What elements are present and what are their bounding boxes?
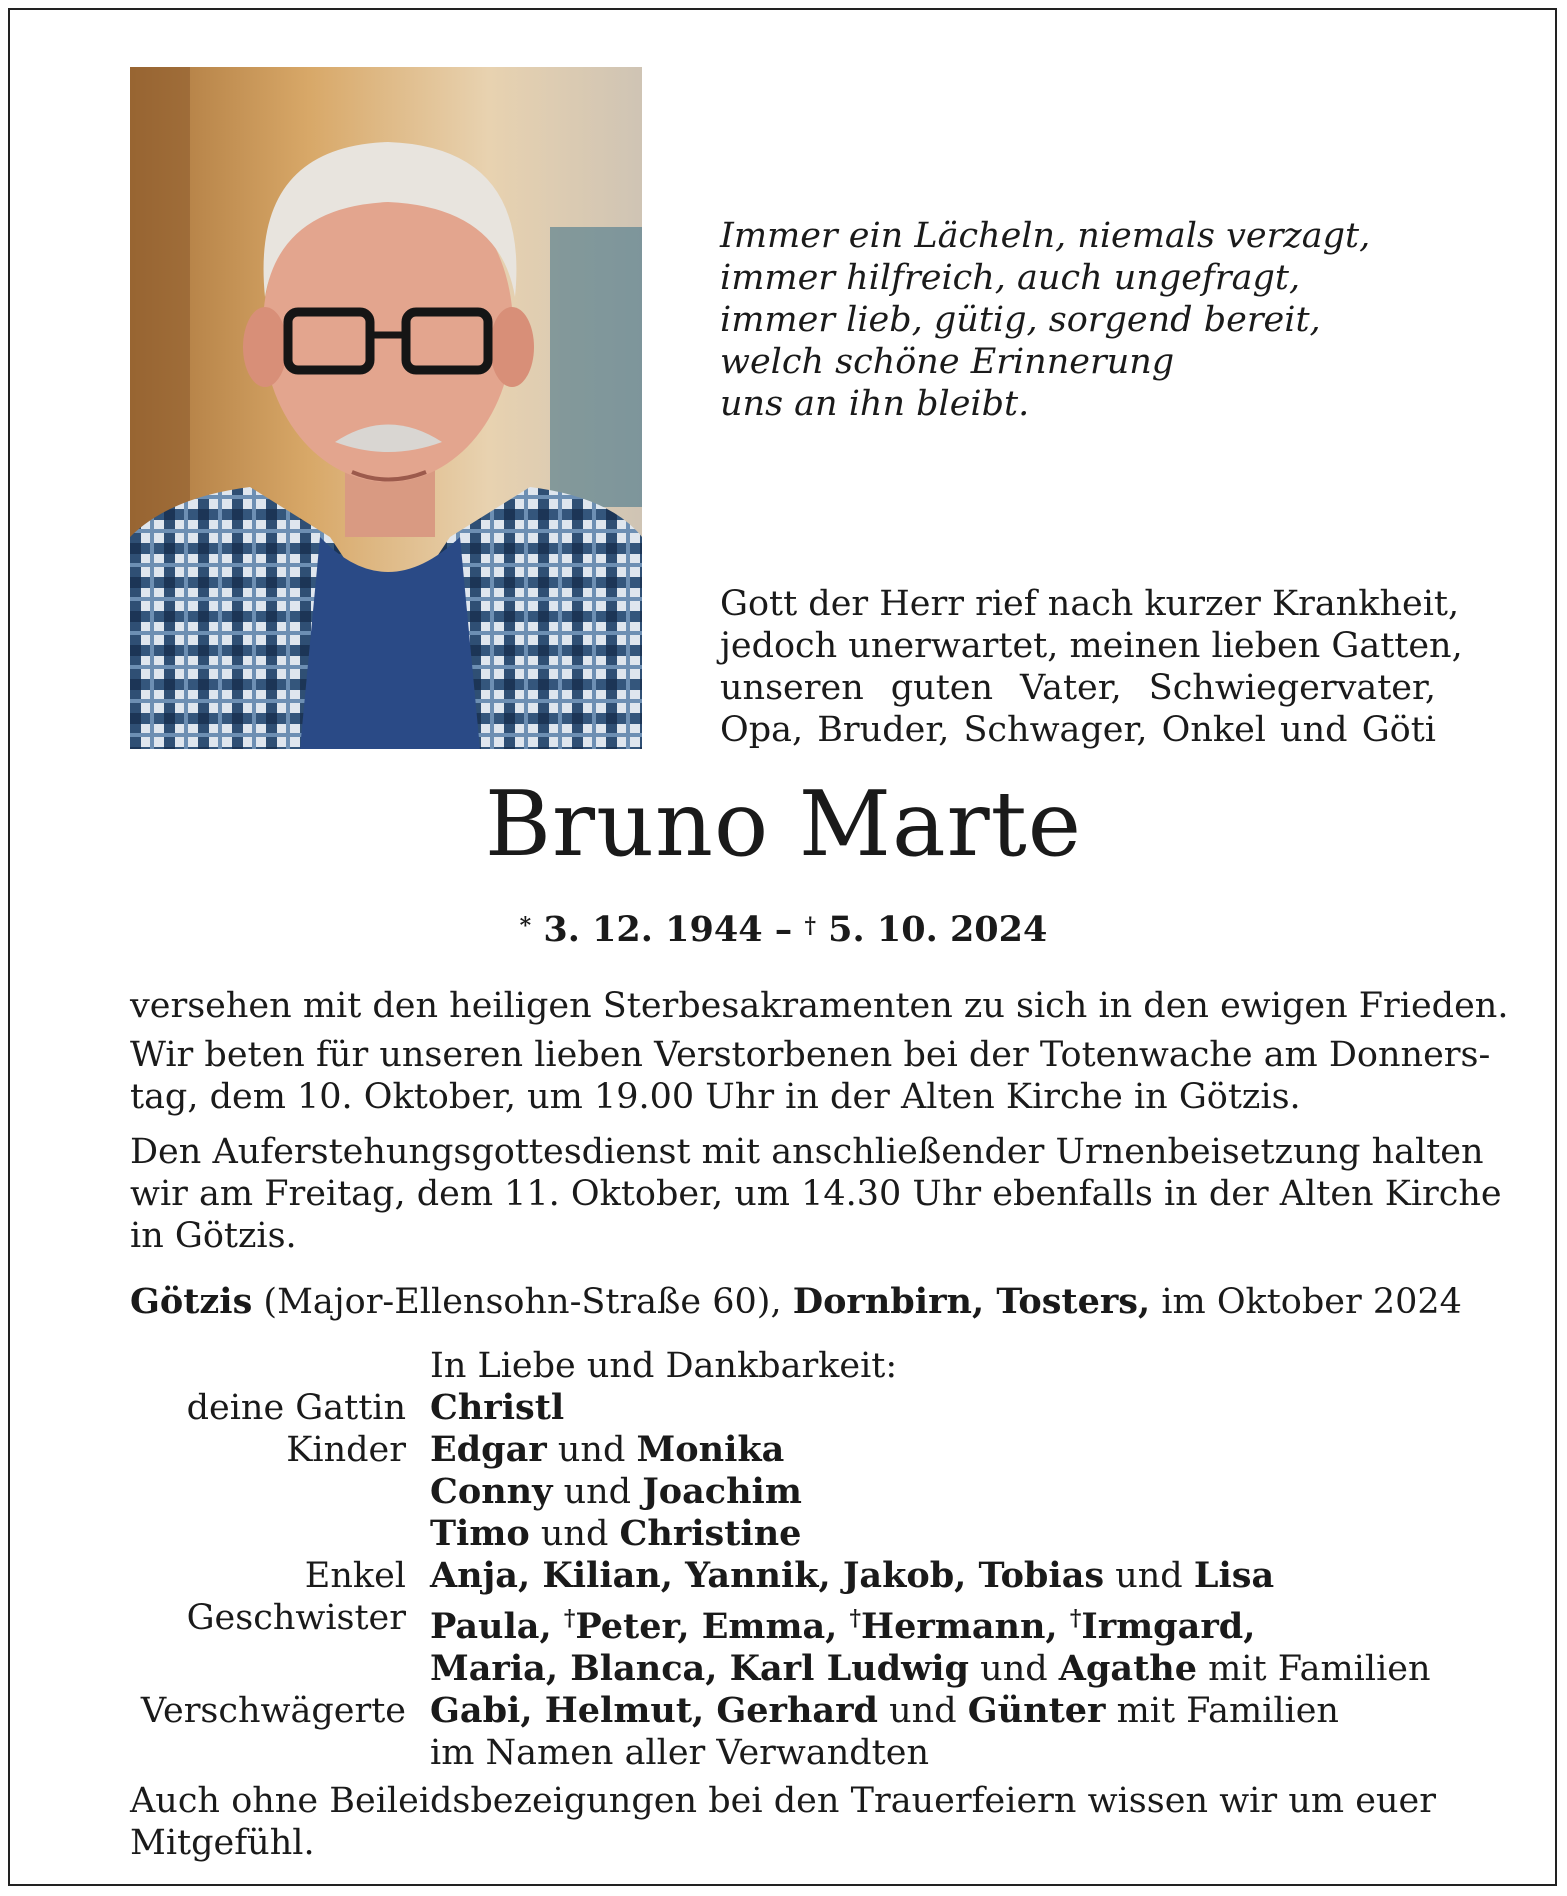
conjunction: und xyxy=(1115,1556,1183,1596)
intro-line: Gott der Herr rief nach kurzer Krankheit, xyxy=(720,584,1460,624)
mourner-name: Christine xyxy=(619,1513,802,1554)
deceased-cross: † xyxy=(849,1605,862,1631)
poem-line: uns an ihn bleibt. xyxy=(720,384,1030,424)
paragraph-line: Den Auferstehungsgottesdienst mit anschließender Urnenbeisetzung halten xyxy=(130,1132,1484,1172)
intro-line: unseren guten Vater, Schwiegervater, xyxy=(720,668,1436,708)
mourner-name: Edgar xyxy=(430,1429,547,1470)
intro-line: jedoch unerwartet, meinen lieben Gatten, xyxy=(720,626,1463,666)
family-note: mit Familien xyxy=(1208,1648,1431,1689)
conjunction: und xyxy=(540,1514,609,1554)
intro-line: Opa, Bruder, Schwager, Onkel und Göti xyxy=(720,710,1436,750)
intro-text xyxy=(720,583,1463,751)
deceased-name: Bruno Marte xyxy=(484,772,1083,877)
address: (Major-Ellensohn-Straße 60), xyxy=(263,1282,782,1322)
conjunction: und xyxy=(980,1648,1048,1689)
mourner-names: Anja, Kilian, Yannik, Jakob, Tobias xyxy=(430,1555,1105,1596)
mourner-row xyxy=(130,1513,1436,1555)
paragraph-line: Auch ohne Beileidsbezeigungen bei den Trauerfeiern wissen wir um euer xyxy=(130,1781,1436,1821)
life-dates xyxy=(0,908,1567,952)
mourner-row xyxy=(130,1648,1436,1690)
conjunction: und xyxy=(563,1472,632,1512)
relation-label: Enkel xyxy=(304,1556,406,1596)
death-symbol: † xyxy=(804,913,816,939)
family-note: mit Familien xyxy=(1116,1690,1339,1731)
mourners-list xyxy=(130,1345,1436,1774)
mourner-names: Gabi, Helmut, Gerhard xyxy=(430,1689,878,1731)
closing-line: im Namen aller Verwandten xyxy=(430,1732,929,1773)
poem-line: immer hilfreich, auch ungefragt, xyxy=(720,258,1301,298)
mourner-name: Timo xyxy=(430,1513,530,1554)
notice-date: im Oktober 2024 xyxy=(1161,1282,1462,1322)
relation-label: deine Gattin xyxy=(186,1388,406,1428)
wake-paragraph xyxy=(130,1034,1491,1118)
conjunction: und xyxy=(889,1690,957,1731)
mourner-row xyxy=(130,1690,1436,1732)
mourner-name: Joachim xyxy=(642,1471,802,1512)
relation-label: Geschwister xyxy=(186,1598,406,1638)
paragraph-line: Mitgefühl. xyxy=(130,1823,315,1863)
place-name: Götzis xyxy=(130,1281,253,1322)
mourner-name: Agathe xyxy=(1058,1647,1197,1689)
deceased-cross: † xyxy=(1069,1605,1082,1631)
place-date-line xyxy=(130,1281,1462,1323)
death-date: 5. 10. 2024 xyxy=(828,909,1048,950)
deceased-cross: † xyxy=(563,1605,576,1631)
mourner-name: Peter, xyxy=(575,1605,690,1647)
mourner-name: Lisa xyxy=(1193,1555,1275,1596)
paragraph-line: versehen mit den heiligen Sterbesakramenten zu sich in den ewigen Frieden. xyxy=(130,986,1509,1026)
mourner-row xyxy=(130,1597,1436,1648)
poem-line: immer lieb, gütig, sorgend bereit, xyxy=(720,300,1321,340)
conjunction: und xyxy=(557,1430,626,1470)
paragraph-line: wir am Freitag, dem 11. Oktober, um 14.30 Uhr ebenfalls in der Alten Kirche xyxy=(130,1174,1502,1214)
mourner-name: Conny xyxy=(430,1471,553,1512)
mourner-names: Maria, Blanca, Karl Ludwig xyxy=(430,1647,970,1689)
birth-symbol: * xyxy=(519,913,532,939)
mourner-row xyxy=(130,1429,1436,1471)
poem-line: welch schöne Erinnerung xyxy=(720,342,1175,382)
mourner-name: Emma, xyxy=(701,1605,838,1647)
portrait-photo xyxy=(130,67,642,749)
paragraph-line: tag, dem 10. Oktober, um 19.00 Uhr in der Alten Kirche in Götzis. xyxy=(130,1077,1301,1117)
poem-line: Immer ein Lächeln, niemals verzagt, xyxy=(720,216,1371,256)
mourner-row xyxy=(130,1555,1436,1597)
date-separator: – xyxy=(774,909,793,950)
final-note xyxy=(130,1780,1436,1864)
paragraph-line: in Götzis. xyxy=(130,1216,297,1256)
memorial-poem xyxy=(720,215,1440,425)
mourners-heading: In Liebe und Dankbarkeit: xyxy=(430,1346,898,1386)
paragraph-line: Wir beten für unseren lieben Verstorbenen bei der Totenwache am Donners- xyxy=(130,1035,1491,1075)
mourner-name: Monika xyxy=(636,1429,785,1470)
mourner-row xyxy=(130,1387,1436,1429)
mourner-name: Paula, xyxy=(430,1605,552,1647)
relation-label: Kinder xyxy=(286,1430,406,1470)
mourner-row xyxy=(130,1471,1436,1513)
sacraments-paragraph xyxy=(130,985,1509,1027)
place-names: Dornbirn, Tosters, xyxy=(792,1281,1151,1322)
mourner-name: Christl xyxy=(430,1387,565,1428)
mourner-name: Hermann, xyxy=(861,1605,1058,1647)
funeral-paragraph xyxy=(130,1131,1502,1257)
mourner-name: Günter xyxy=(967,1689,1106,1731)
mourner-name: Irmgard, xyxy=(1081,1605,1256,1647)
birth-date: 3. 12. 1944 xyxy=(543,909,763,950)
relation-label: Verschwägerte xyxy=(140,1690,406,1731)
